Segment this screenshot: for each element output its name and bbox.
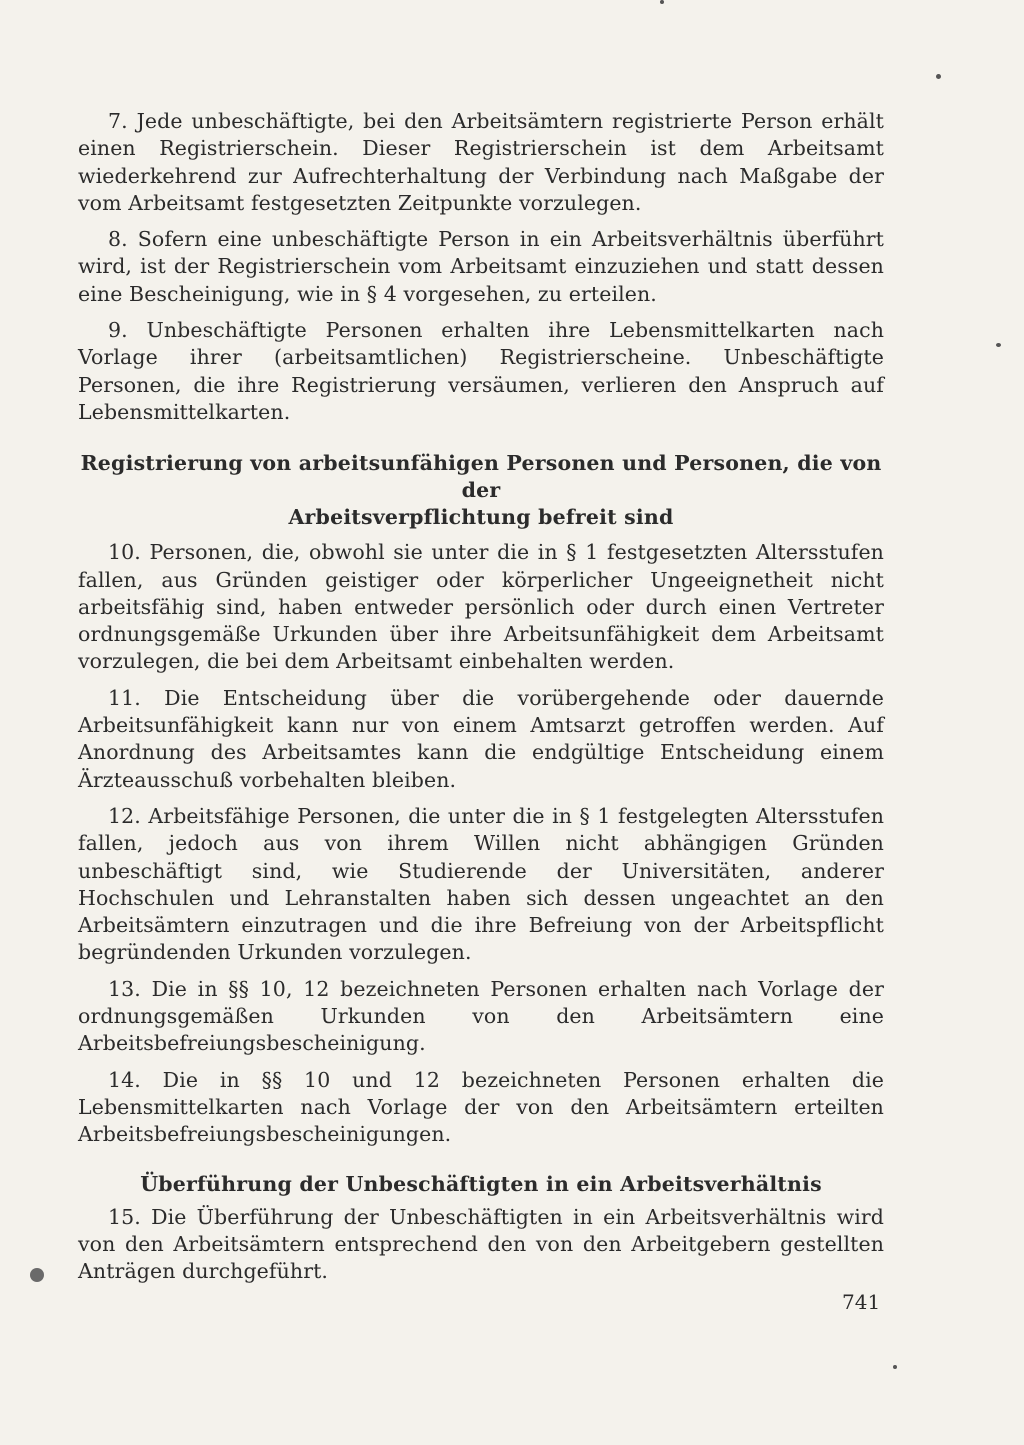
- scan-speck: [660, 0, 664, 4]
- section-heading-registration-line2: Arbeitsverpflichtung befreit sind: [288, 505, 674, 530]
- paragraph-10: 10. Personen, die, obwohl sie unter die in § 1 festgesetzten Altersstufen fallen, aus Gründen geistiger oder körperlicher Ungeeignetheit nicht arbeitsfähig sind, haben entweder persönlich oder durch einen Vertreter ordnungsgemäße Urkunden über ihre Arbeitsunfähigkeit dem Arbeitsamt vorzulegen, die bei dem Arbeitsamt einbehalten werden.: [78, 540, 884, 674]
- scan-speck: [996, 343, 1001, 347]
- paragraph-13: 13. Die in §§ 10, 12 bezeichneten Personen erhalten nach Vorlage der ordnungsgemäßen Urkunden von den Arbeitsämtern eine Arbeitsbefreiungsbescheinigung.: [78, 976, 884, 1056]
- paragraph-14: 14. Die in §§ 10 und 12 bezeichneten Personen erhalten die Lebensmittelkarten nach Vorlage der von den Arbeitsämtern erteilten Arbeitsbefreiungsbescheinigungen.: [78, 1067, 884, 1147]
- scan-speck: [30, 1268, 44, 1282]
- section-heading-registration-line1: Registrierung von arbeitsunfähigen Personen und Personen, die von der: [80, 451, 882, 503]
- paragraph-11: 11. Die Entscheidung über die vorübergehende oder dauernde Arbeitsunfähigkeit kann nur von einem Amtsarzt getroffen werden. Auf Anordnung des Arbeitsamtes kann die endgültige Entscheidung einem Ärzteausschuß vorbehalten bleiben.: [78, 685, 884, 792]
- section-heading-registration: [78, 450, 884, 531]
- paragraph-7: 7. Jede unbeschäftigte, bei den Arbeitsämtern registrierte Person erhält einen Registrierschein. Dieser Registrierschein ist dem Arbeitsamt wiederkehrend zur Aufrechterhaltung der Verbindung nach Maßgabe der vom Arbeitsamt festgesetzten Zeitpunkte vorzulegen.: [78, 109, 884, 215]
- section-heading-transfer: Überführung der Unbeschäftigten in ein Arbeitsverhältnis: [140, 1171, 822, 1196]
- page-number: 741: [842, 1290, 881, 1314]
- document-page: [78, 108, 884, 1294]
- paragraph-8: 8. Sofern eine unbeschäftigte Person in ein Arbeitsverhältnis überführt wird, ist der Registrierschein vom Arbeitsamt einzuziehen und statt dessen eine Bescheinigung, wie in § 4 vorgesehen, zu erteilen.: [78, 227, 884, 306]
- scan-speck: [893, 1365, 897, 1369]
- paragraph-12: 12. Arbeitsfähige Personen, die unter die in § 1 festgelegten Altersstufen fallen, jedoch aus von ihrem Willen nicht abhängigen Gründen unbeschäftigt sind, wie Studierende der Universitäten, anderer Hochschulen und Lehranstalten haben sich dessen ungeachtet an den Arbeitsämtern einzutragen und die ihre Befreiung von der Arbeitspflicht begründenden Urkunden vorzulegen.: [78, 803, 884, 965]
- scan-speck: [936, 74, 941, 79]
- paragraph-15: 15. Die Überführung der Unbeschäftigten in ein Arbeitsverhältnis wird von den Arbeitsämtern entsprechend den von den Arbeitgebern gestellten Anträgen durchgeführt.: [78, 1204, 884, 1284]
- paragraph-9: 9. Unbeschäftigte Personen erhalten ihre Lebensmittelkarten nach Vorlage ihrer (arbeitsamtlichen) Registrierscheine. Unbeschäftigte Personen, die ihre Registrierung versäumen, verlieren den Anspruch auf Lebensmittelkarten.: [78, 318, 884, 424]
